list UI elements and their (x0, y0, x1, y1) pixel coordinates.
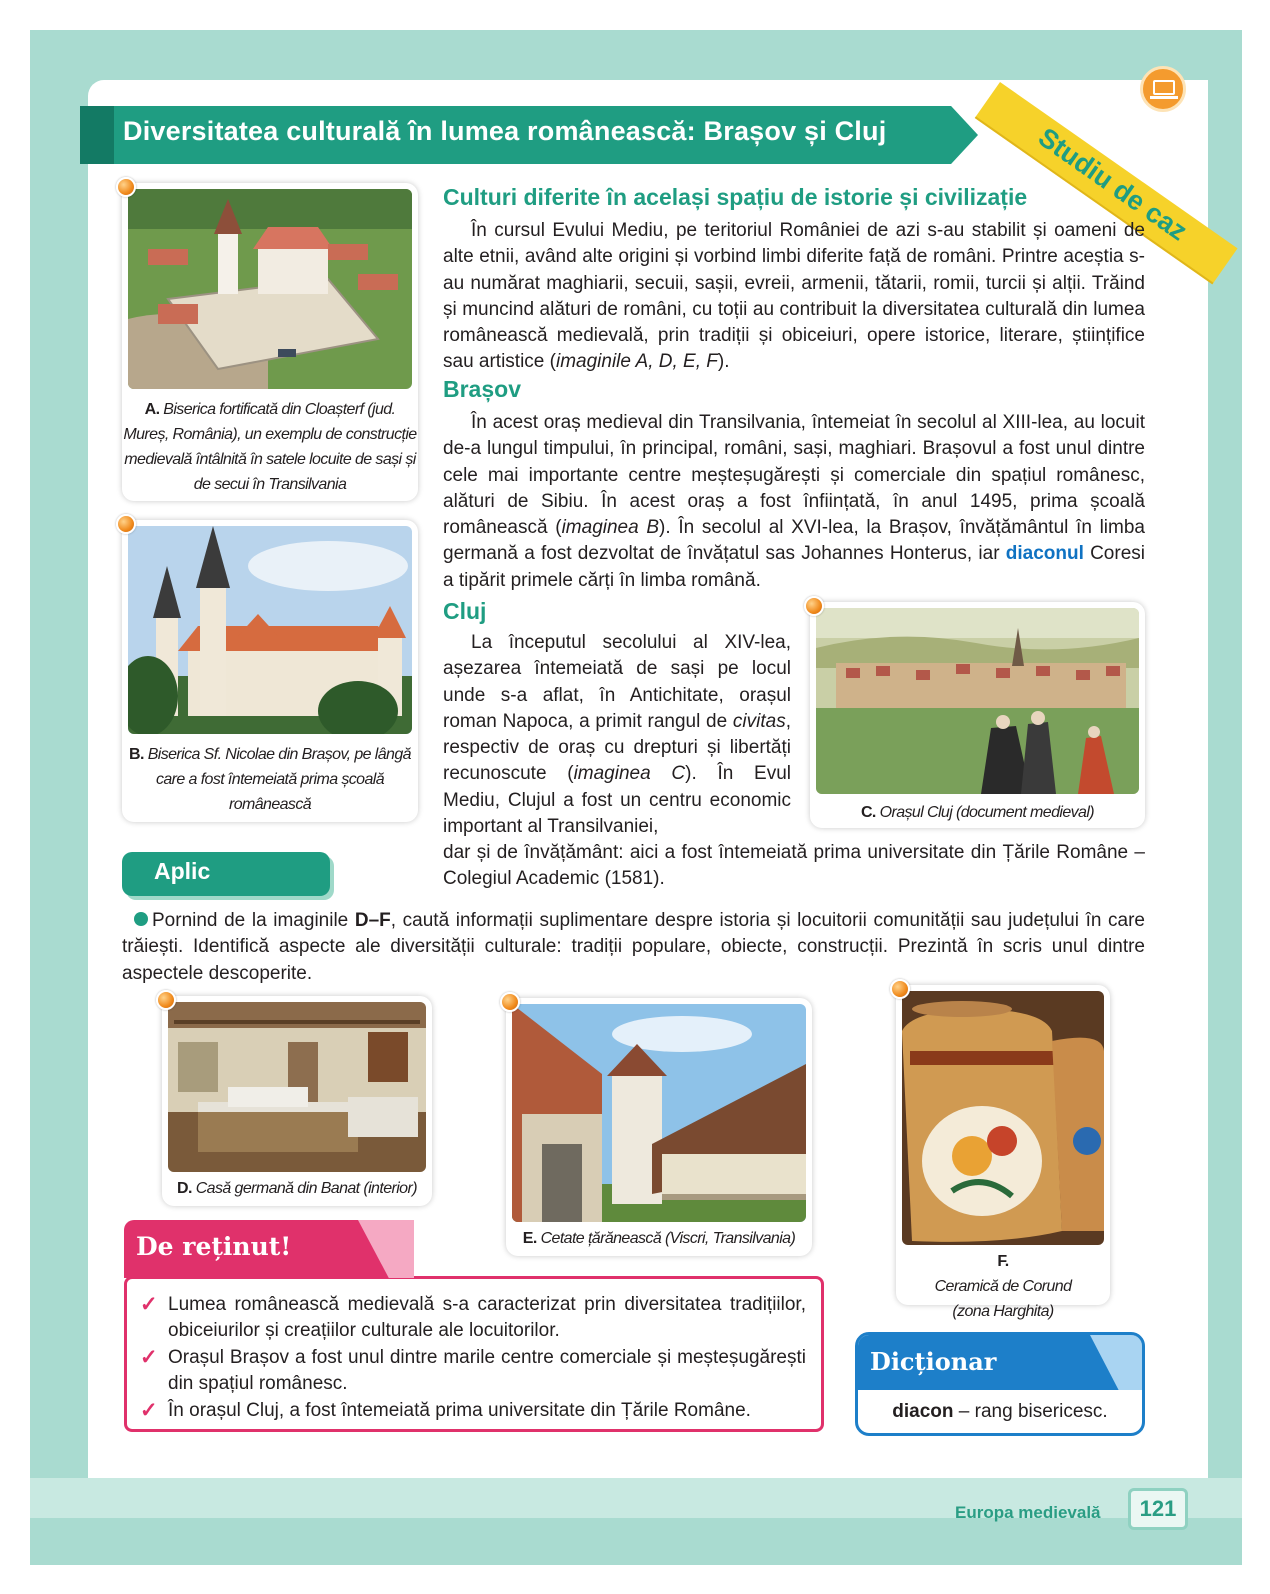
retine-item-1: Lumea românească medievală s-a caracterizat prin diversitatea tradițiilor, obiceiurilor și creațiilor culturale ale locuitorilor. (168, 1294, 806, 1342)
cluj-paragraph-end: dar și de învățământ: aici a fost întemeiată prima universitate din Țările Române – Colegiul Academic (1581). (443, 842, 1145, 890)
figure-d-image (168, 1002, 426, 1172)
brasov-paragraph: În acest oraș medieval din Transilvania, întemeiat în secolul al XIII-lea, au locuit de-a lungul timpului, în principal, români, sași, maghiari. Brașovul a fost unul dintre cele mai importante centre meșteșugărești și comerciale din spațiul românesc, alături de Sibiu. În acest oraș a fost înființată, în anul 1495, prima școală românească (imaginea B). În secolul al XVI-lea, la Brașov, învățământul în limba germană a fost dezvoltat de învățatul sas Johannes Honterus, iar diaconul Coresi a tipărit primele cărți în limba română. (443, 412, 1145, 591)
title-banner-tab (80, 106, 114, 164)
figure-c-marker (804, 596, 824, 616)
figure-f-card (896, 985, 1110, 1320)
figure-a-marker (116, 177, 136, 197)
figure-c-caption: C. Orașul Cluj (document medieval) (860, 804, 1095, 821)
aplic-label: Aplic (154, 858, 211, 884)
figure-a-card (122, 183, 418, 501)
cluj-heading: Cluj (443, 598, 487, 624)
figure-f-image (902, 991, 1104, 1245)
figure-b-image (128, 526, 412, 734)
figure-d-caption: D. Casă germană din Banat (interior) (177, 1180, 417, 1197)
figure-e-caption: E. Cetate țărănească (Viscri, Transilvania) (522, 1230, 796, 1247)
figure-e-image (512, 1004, 806, 1222)
footer-chapter: Europa medievală (955, 1503, 1101, 1522)
page-number: 121 (1128, 1488, 1188, 1530)
brasov-heading: Brașov (443, 376, 521, 402)
intro-paragraph: În cursul Evului Mediu, pe teritoriul României de azi s-au stabilit și oameni de alte etnii, având alte origini și vorbind limbi diferite față de români. Printre aceștia s-au numărat maghiarii, secuii, sașii, evreii, armenii, tătarii, romii, turcii și alții. Trăind și muncind alături de români, cu toții au contribuit la diversitatea culturală din lumea românească medievală, prin tradiții și obiceiuri, opere istorice, literare, științifice sau artistice (imaginile A, D, E, F). (443, 220, 1145, 373)
dictionar-box (855, 1332, 1145, 1436)
check-icon: ✓ (140, 1346, 158, 1369)
figure-b-marker (116, 514, 136, 534)
figure-e-card (506, 998, 812, 1256)
retine-item-2: Orașul Brașov a fost unul dintre marile centre comerciale și meșteșugărești din spațiul românesc. (168, 1347, 806, 1395)
laptop-icon (1140, 66, 1186, 112)
term-diaconul[interactable]: diaconul (1005, 543, 1084, 565)
aplic-task: Pornind de la imaginile D–F, caută informații suplimentare despre istoria și locuitorii comunității sau județului în care trăiești. Identifică aspecte ale diversității culturale: tradiții populare, obiecte, construcții. Prezintă în scris unul dintre aspectele descoperite. (122, 910, 1145, 984)
page-title: Diversitatea culturală în lumea românească: Brașov și Cluj (123, 116, 887, 146)
cluj-paragraph: La începutul secolului al XIV-lea, așezarea întemeiată de sași pe locul unde s-a aflat, în Antichitate, orașul roman Napoca, a primit rangul de civitas, respectiv de oraș cu drepturi și libertăți recunoscute (imaginea C). În Evul Mediu, Clujul a fost un centru economic important al Transilvaniei, (443, 632, 791, 838)
ribbon-label: Studiu de caz (1032, 121, 1193, 247)
figure-b-card (122, 520, 418, 822)
check-icon: ✓ (140, 1293, 158, 1316)
check-icon: ✓ (140, 1399, 158, 1422)
figure-c-image (816, 608, 1139, 794)
figure-a-image (128, 189, 412, 389)
figure-d-marker (156, 990, 176, 1010)
bullet-icon (134, 912, 148, 926)
retine-item-3: În orașul Cluj, a fost întemeiată prima universitate din Țările Române. (168, 1400, 751, 1421)
dictionar-entry: diacon – rang bisericesc. (892, 1401, 1108, 1422)
intro-heading: Culturi diferite în același spațiu de istorie și civilizație (443, 184, 1028, 210)
figure-b-caption: B. Biserica Sf. Nicolae din Brașov, pe lângă care a fost întemeiată prima școală românească (129, 746, 411, 813)
figure-d-card (162, 996, 432, 1206)
dictionar-title: Dicționar (870, 1347, 997, 1376)
figure-f-caption: F. Ceramică de Corund (zona Harghita) (934, 1253, 1072, 1320)
figure-c-card (810, 602, 1145, 828)
retine-title: De reținut! (136, 1232, 292, 1261)
figure-f-marker (890, 979, 910, 999)
figure-e-marker (500, 992, 520, 1012)
figure-a-caption: A. Biserica fortificată din Cloașterf (jud. Mureș, România), un exemplu de construcție medievală întâlnită în satele locuite de sași și de secui în Transilvania (123, 401, 417, 493)
